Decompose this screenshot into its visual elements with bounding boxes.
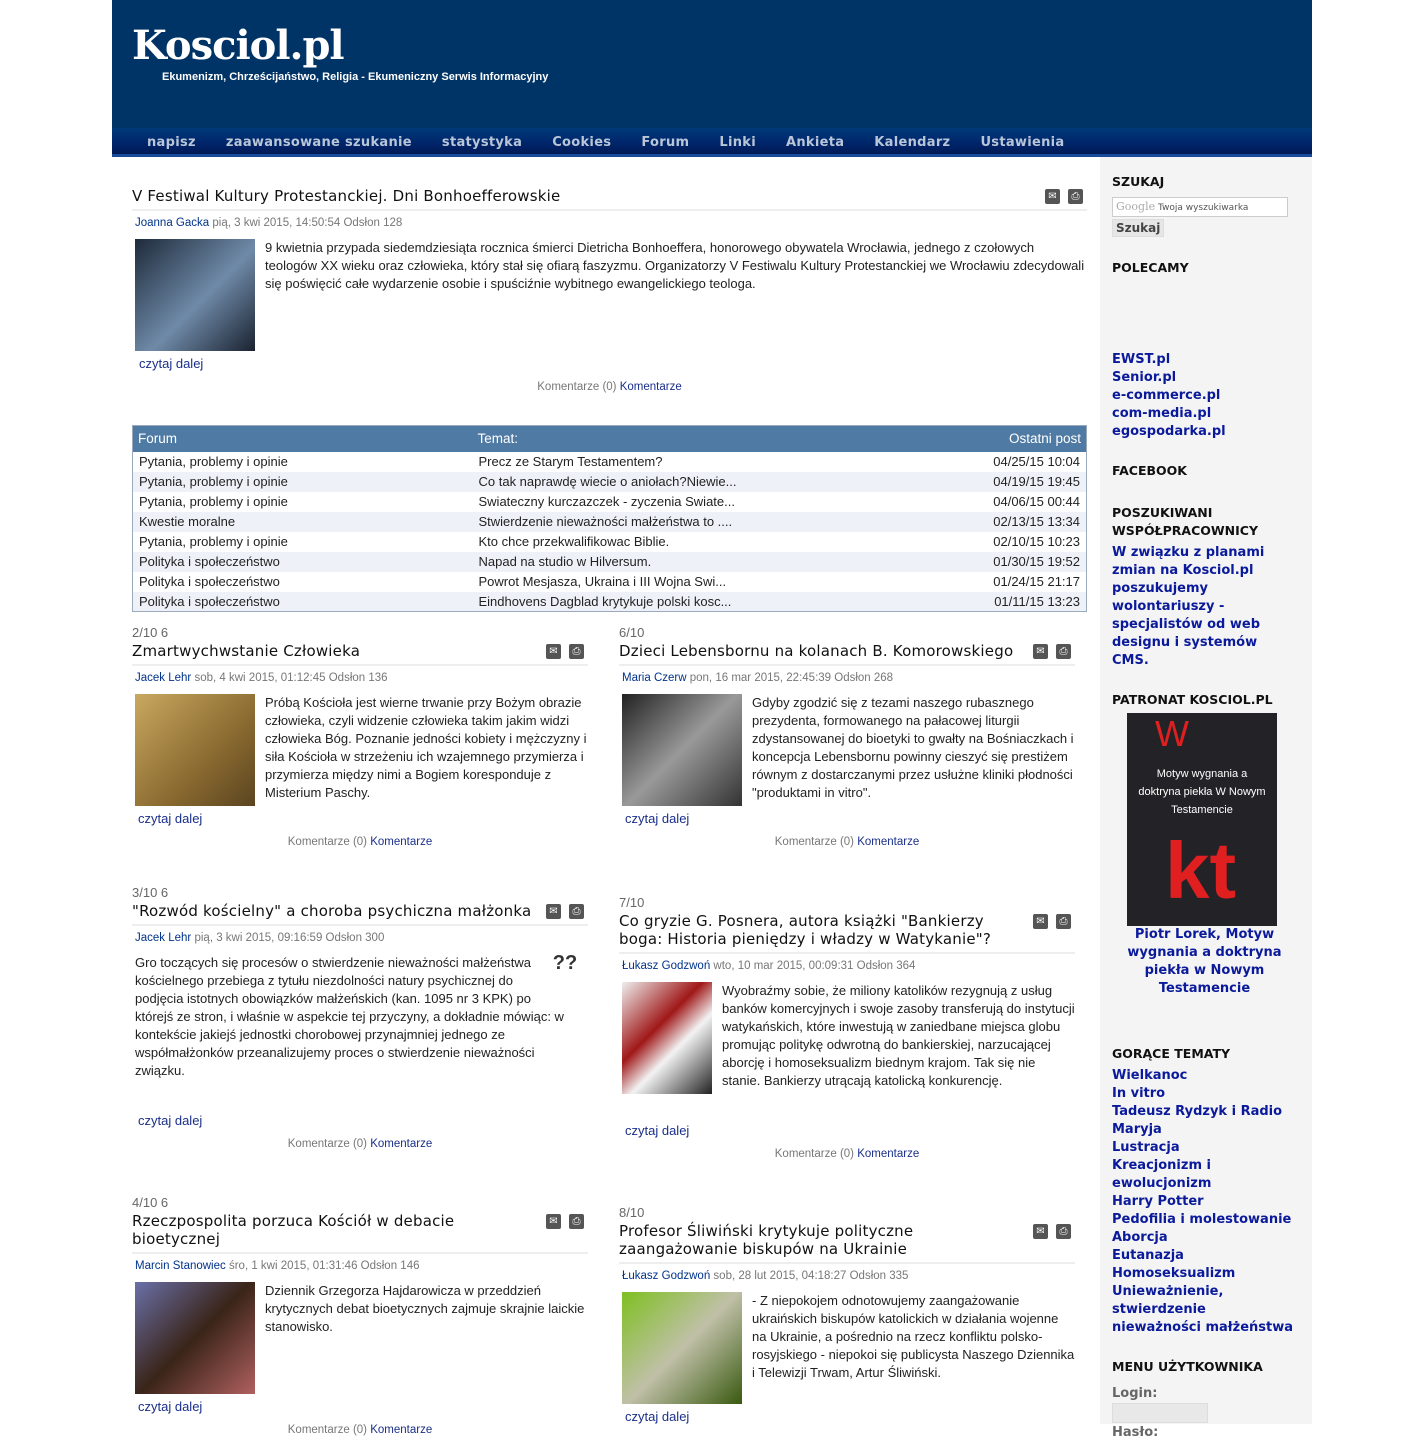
forum-cell-forum: Pytania, problemy i opinie [139, 534, 288, 549]
article-image[interactable] [135, 239, 255, 351]
article-image[interactable] [135, 1282, 255, 1394]
main-content [112, 157, 1100, 1436]
google-logo: Google [1116, 200, 1156, 213]
article-author[interactable]: Łukasz Godzwoń [622, 960, 711, 972]
wanted-link[interactable]: W związku z planami zmian na Kosciol.pl poszukujemy wolontariuszy - specjalistów od web designu i systemów CMS. [1112, 545, 1265, 668]
comments-count: Komentarze (0) [537, 381, 617, 393]
comments-link[interactable]: Komentarze [370, 1138, 433, 1150]
recommend-heading: POLECAMY [1112, 260, 1189, 275]
hot-topic-link[interactable]: Unieważnienie, stwierdzenie nieważności małżeństwa [1112, 1284, 1294, 1335]
article-image[interactable] [622, 1292, 742, 1404]
article-author[interactable]: Jacek Lehr [135, 672, 192, 684]
forum-cell-forum: Pytania, problemy i opinie [139, 494, 288, 509]
hot-topic-link[interactable]: Eutanazja [1112, 1248, 1184, 1263]
read-more-link[interactable]: czytaj dalej [625, 1409, 690, 1424]
search-heading: SZUKAJ [1112, 174, 1165, 189]
hot-topic-link[interactable]: Tadeusz Rydzyk i Radio Maryja [1112, 1104, 1283, 1137]
forum-cell-forum: Polityka i społeczeństwo [133, 552, 473, 572]
printer-icon[interactable]: ⎙ [569, 1214, 584, 1229]
envelope-icon[interactable]: ✉ [1033, 644, 1048, 659]
comments-count: Komentarze (0) [287, 1424, 368, 1436]
printer-icon[interactable]: ⎙ [1056, 644, 1071, 659]
article-date: pią, 3 kwi 2015, 09:16:59 Odsłon 300 [194, 932, 385, 944]
forum-row[interactable] [133, 572, 1087, 592]
comments-count: Komentarze (0) [287, 836, 368, 848]
hot-topic-link[interactable]: Harry Potter [1112, 1194, 1204, 1209]
read-more-link[interactable]: czytaj dalej [138, 1113, 203, 1128]
envelope-icon[interactable]: ✉ [546, 644, 561, 659]
nav-item[interactable]: Forum [641, 135, 690, 150]
article [132, 625, 588, 848]
forum-cell-date: 01/11/15 13:23 [921, 592, 1086, 612]
article-counter: 8/10 [619, 1205, 645, 1220]
recommended-link[interactable]: egospodarka.pl [1112, 424, 1226, 439]
article-title[interactable]: Zmartwychwstanie Człowieka [132, 642, 361, 660]
article [619, 895, 1075, 1160]
comments-count: Komentarze (0) [774, 1148, 855, 1160]
comments-link[interactable]: Komentarze [370, 1424, 433, 1436]
read-more-link[interactable]: czytaj dalej [138, 811, 203, 826]
nav-item[interactable]: Linki [719, 135, 756, 150]
forum-row[interactable] [133, 592, 1087, 612]
envelope-icon[interactable]: ✉ [546, 1214, 561, 1229]
forum-cell-topic[interactable]: Stwierdzenie nieważności małżeństwa to .... [473, 512, 922, 532]
article-title[interactable]: "Rozwód kościelny" a choroba psychiczna małżonka [132, 902, 532, 920]
hot-topic-link[interactable]: Kreacjonizm i ewolucjonizm [1112, 1158, 1212, 1191]
article-title[interactable]: Profesor Śliwiński krytykuje polityczne zaangażowanie biskupów na Ukrainie [619, 1222, 914, 1258]
comments-count: Komentarze (0) [287, 1138, 368, 1150]
column-header-forum: Forum [133, 426, 473, 452]
main-nav [112, 128, 1312, 157]
forum-cell-date: 04/25/15 10:04 [993, 454, 1080, 469]
forum-cell-date: 01/24/15 21:17 [993, 574, 1080, 589]
forum-cell-date: 04/19/15 19:45 [921, 472, 1086, 492]
article-title[interactable]: V Festiwal Kultury Protestanckiej. Dni Bonhoefferowskie [132, 187, 561, 205]
login-label: Login: [1112, 1386, 1158, 1401]
column-header-topic: Temat: [473, 426, 922, 452]
forum-cell-date: 02/13/15 13:34 [921, 512, 1086, 532]
comments-link[interactable]: Komentarze [619, 381, 682, 393]
forum-cell-forum: Polityka i społeczeństwo [139, 574, 280, 589]
article-title[interactable]: Rzeczpospolita porzuca Kościół w debacie bioetycznej [132, 1212, 455, 1248]
article-title[interactable]: Dzieci Lebensbornu na kolanach B. Komorowskiego [619, 642, 1014, 660]
article [619, 1205, 1075, 1426]
site-header [112, 0, 1312, 157]
forum-row[interactable] [133, 452, 1087, 472]
recommended-link[interactable]: e-commerce.pl [1112, 388, 1221, 403]
article-title[interactable]: Co gryzie G. Posnera, autora książki "Bankierzy boga: Historia pieniędzy i władzy w Watykanie"? [619, 912, 992, 948]
column-header-last-post: Ostatni post [921, 426, 1086, 452]
forum-cell-forum: Polityka i społeczeństwo [133, 592, 473, 612]
forum-cell-forum: Pytania, problemy i opinie [139, 454, 288, 469]
envelope-icon[interactable]: ✉ [1033, 914, 1048, 929]
article-date: śro, 1 kwi 2015, 01:31:46 Odsłon 146 [228, 1260, 420, 1272]
read-more-link[interactable]: czytaj dalej [139, 356, 204, 371]
forum-cell-topic[interactable]: Napad na studio w Hilversum. [473, 552, 922, 572]
printer-icon[interactable]: ⎙ [569, 644, 584, 659]
search-input[interactable] [1112, 197, 1288, 217]
comments-link[interactable]: Komentarze [857, 1148, 920, 1160]
forum-cell-forum: Pytania, problemy i opinie [133, 472, 473, 492]
article-image[interactable] [622, 982, 712, 1094]
article-date: wto, 10 mar 2015, 00:09:31 Odsłon 364 [713, 960, 916, 972]
read-more-link[interactable]: czytaj dalej [138, 1399, 203, 1414]
article-author[interactable]: Marcin Stanowiec [135, 1260, 226, 1272]
login-input[interactable] [1112, 1403, 1208, 1423]
article-author[interactable]: Joanna Gacka [135, 217, 210, 229]
forum-cell-date: 04/06/15 00:44 [993, 494, 1080, 509]
article-date: pon, 16 mar 2015, 22:45:39 Odsłon 268 [689, 672, 894, 684]
wanted-heading: POSZUKIWANI WSPÓŁPRACOWNICY [1112, 505, 1258, 538]
sidebar [1100, 157, 1312, 1440]
forum-cell-topic[interactable]: Co tak naprawdę wiecie o aniołach?Niewie... [473, 472, 922, 492]
forum-cell-topic[interactable]: Precz ze Starym Testamentem? [478, 454, 663, 469]
question-bubbles-icon: ?? [552, 954, 578, 974]
nav-item[interactable]: Kalendarz [874, 135, 951, 150]
envelope-icon[interactable]: ✉ [1045, 189, 1060, 204]
site-logo[interactable]: Kosciol.pl [132, 22, 344, 69]
forum-cell-topic[interactable]: Swiateczny kurczazczek - zyczenia Swiate... [478, 494, 735, 509]
article-image[interactable] [622, 694, 742, 806]
article-date: sob, 28 lut 2015, 04:18:27 Odsłon 335 [713, 1270, 909, 1282]
article-counter: 2/10 6 [132, 625, 169, 640]
forum-row[interactable] [133, 472, 1087, 492]
article-text: Wyobraźmy sobie, że miliony katolików rezygnują z usług banków komercyjnych i swoje zasoby transferują do instytucji watykańskich, które inwestują w zaniedbane miejsca globu promując politykę odwrotną do bankierskiej, narzucającej aborcję i homoseksualizm biednym krajom. Tak się nie stanie. Bankierzy utrącają katolicką konkurencję. [722, 983, 1075, 1088]
nav-item[interactable]: Ankieta [785, 135, 845, 150]
hot-topic-link[interactable]: Aborcja [1112, 1230, 1168, 1245]
article-image[interactable] [135, 694, 255, 806]
envelope-icon[interactable]: ✉ [546, 904, 561, 919]
envelope-icon[interactable]: ✉ [1033, 1224, 1048, 1239]
nav-item[interactable]: Cookies [552, 135, 612, 150]
article-text: Gro toczących się procesów o stwierdzenie nieważności małżeństwa kościelnego przebiega z tytułu niezdolności natury psychicznej do podjęcia istotnych obowiązków małżeńskich (kan. 1095 nr 3 KPK) po którejś ze stron, i właśnie w aspekcie tej przyczyny, a dokładnie mówiąc: w kontekście jakiejś jednostki chorobowej przynajmniej jednego ze współmałżonków przeanalizujemy proces o stwierdzenie nieważności związku. [135, 955, 564, 1078]
forum-row[interactable] [133, 512, 1087, 532]
article-counter: 3/10 6 [132, 885, 169, 900]
forum-cell-date: 01/30/15 19:52 [921, 552, 1086, 572]
article-counter: 6/10 [619, 625, 645, 640]
article-author[interactable]: Łukasz Godzwoń [622, 1270, 711, 1282]
hot-topics-heading: GORĄCE TEMATY [1112, 1046, 1231, 1061]
password-label: Hasło: [1112, 1425, 1159, 1440]
printer-icon[interactable]: ⎙ [1056, 914, 1071, 929]
hot-topic-link[interactable]: In vitro [1112, 1086, 1166, 1101]
forum-row[interactable] [133, 552, 1087, 572]
article-text: Dziennik Grzegorza Hajdarowicza w przeddzień krytycznych debat bioetycznych zajmuje skrajnie laickie stanowisko. [265, 1283, 585, 1334]
book-cover-image[interactable]: W Motyw wygnania a doktryna piekła W Nowym Testamencie kt [1127, 713, 1277, 926]
recommended-link[interactable]: EWST.pl [1112, 352, 1171, 367]
recommended-link[interactable]: com-media.pl [1112, 406, 1212, 421]
forum-row[interactable] [133, 492, 1087, 512]
read-more-link[interactable]: czytaj dalej [625, 1123, 690, 1138]
patron-heading: PATRONAT KOSCIOL.PL [1112, 692, 1273, 707]
article [619, 625, 1075, 848]
site-tagline: Ekumenizm, Chrześcijaństwo, Religia - Ekumeniczny Serwis Informacyjny [162, 71, 549, 83]
read-more-link[interactable]: czytaj dalej [625, 811, 690, 826]
article-text: Próbą Kościoła jest wierne trwanie przy Bożym obrazie człowieka, czyli widzenie człowieka takim jakim widzi człowieka Bóg. Poznanie jedności kobiety i mężczyzny i siła Kościoła w strzeżeniu ich wzajemnego przymierza i przymierza między nimi a Bogiem koresponduje z Misterium Paschy. [265, 695, 587, 800]
article [132, 1195, 588, 1436]
comments-link[interactable]: Komentarze [370, 836, 433, 848]
forum-cell-topic[interactable]: Kto chce przekwalifikowac Biblie. [478, 534, 670, 549]
forum-table [132, 425, 1087, 612]
printer-icon[interactable]: ⎙ [1056, 1224, 1071, 1239]
article [132, 885, 588, 1150]
forum-cell-date: 02/10/15 10:23 [993, 534, 1080, 549]
search-button[interactable]: Szukaj [1112, 219, 1164, 237]
article-date: sob, 4 kwi 2015, 01:12:45 Odsłon 136 [194, 672, 388, 684]
book-cover-title: Motyw wygnania a doktryna piekła W Nowym Testamencie [1138, 768, 1266, 816]
featured-article [132, 187, 1087, 393]
forum-cell-forum: Kwestie moralne [133, 512, 473, 532]
hot-topic-link[interactable]: Lustracja [1112, 1140, 1180, 1155]
nav-item[interactable]: statystyka [441, 135, 523, 150]
printer-icon[interactable]: ⎙ [569, 904, 584, 919]
comments-count: Komentarze (0) [774, 836, 855, 848]
facebook-heading: FACEBOOK [1112, 463, 1187, 478]
nav-item[interactable]: napisz [147, 135, 196, 150]
recommended-link[interactable]: Senior.pl [1112, 370, 1177, 385]
forum-cell-topic[interactable]: Eindhovens Dagblad krytykuje polski kosc... [473, 592, 922, 612]
nav-item[interactable]: zaawansowane szukanie [225, 135, 412, 150]
article-author[interactable]: Maria Czerw [622, 672, 687, 684]
article-text: Gdyby zgodzić się z tezami naszego rubasznego prezydenta, formowanego na pałacowej liturgii zdystansowanej do bioetyki to gwałty na Bośniaczkach i koncepcja Lebensbornu powinny cieszyć się prestiżem równym z dostarczanymi przez usłużne kliniki płodności "produktami in vitro". [752, 695, 1074, 800]
search-placeholder: Twoja wyszukiwarka [1157, 203, 1249, 213]
hot-topic-link[interactable]: Wielkanoc [1112, 1068, 1188, 1083]
article-counter: 4/10 6 [132, 1195, 169, 1210]
hot-topic-link[interactable]: Pedofilia i molestowanie [1112, 1212, 1292, 1227]
user-menu-heading: MENU UŻYTKOWNIKA [1112, 1359, 1263, 1374]
article-author[interactable]: Jacek Lehr [135, 932, 192, 944]
printer-icon[interactable]: ⎙ [1068, 189, 1083, 204]
article-date: pią, 3 kwi 2015, 14:50:54 Odsłon 128 [212, 217, 403, 229]
forum-cell-topic[interactable]: Powrot Mesjasza, Ukraina i III Wojna Swi... [478, 574, 727, 589]
comments-link[interactable]: Komentarze [857, 836, 920, 848]
article-text: 9 kwietnia przypada siedemdziesiąta rocznica śmierci Dietricha Bonhoeffera, honorowego obywatela Wrocławia, jednego z czołowych teologów XX wieku oraz człowieka, który stał się ofiarą faszyzmu. Organizatorzy V Festiwalu Kultury Protestanckiej we Wrocławiu zdecydowali się poświęcić całe wydarzenie osobie i spuściźnie wybitnego ewangelickiego teologa. [265, 240, 1085, 291]
forum-row[interactable] [133, 532, 1087, 552]
hot-topic-link[interactable]: Homoseksualizm [1112, 1266, 1236, 1281]
article-counter: 7/10 [619, 895, 645, 910]
nav-item[interactable]: Ustawienia [980, 135, 1065, 150]
article-text: - Z niepokojem odnotowujemy zaangażowanie ukraińskich biskupów katolickich w działania wojenne na Ukrainie, a pośrednio na rzecz konfliktu polsko-rosyjskiego - niepokoi się publicysta Naszego Dziennika i Telewizji Trwam, Artur Śliwiński. [752, 1293, 1075, 1380]
book-caption-link[interactable]: Piotr Lorek, Motyw wygnania a doktryna piekła w Nowym Testamencie [1127, 927, 1282, 996]
